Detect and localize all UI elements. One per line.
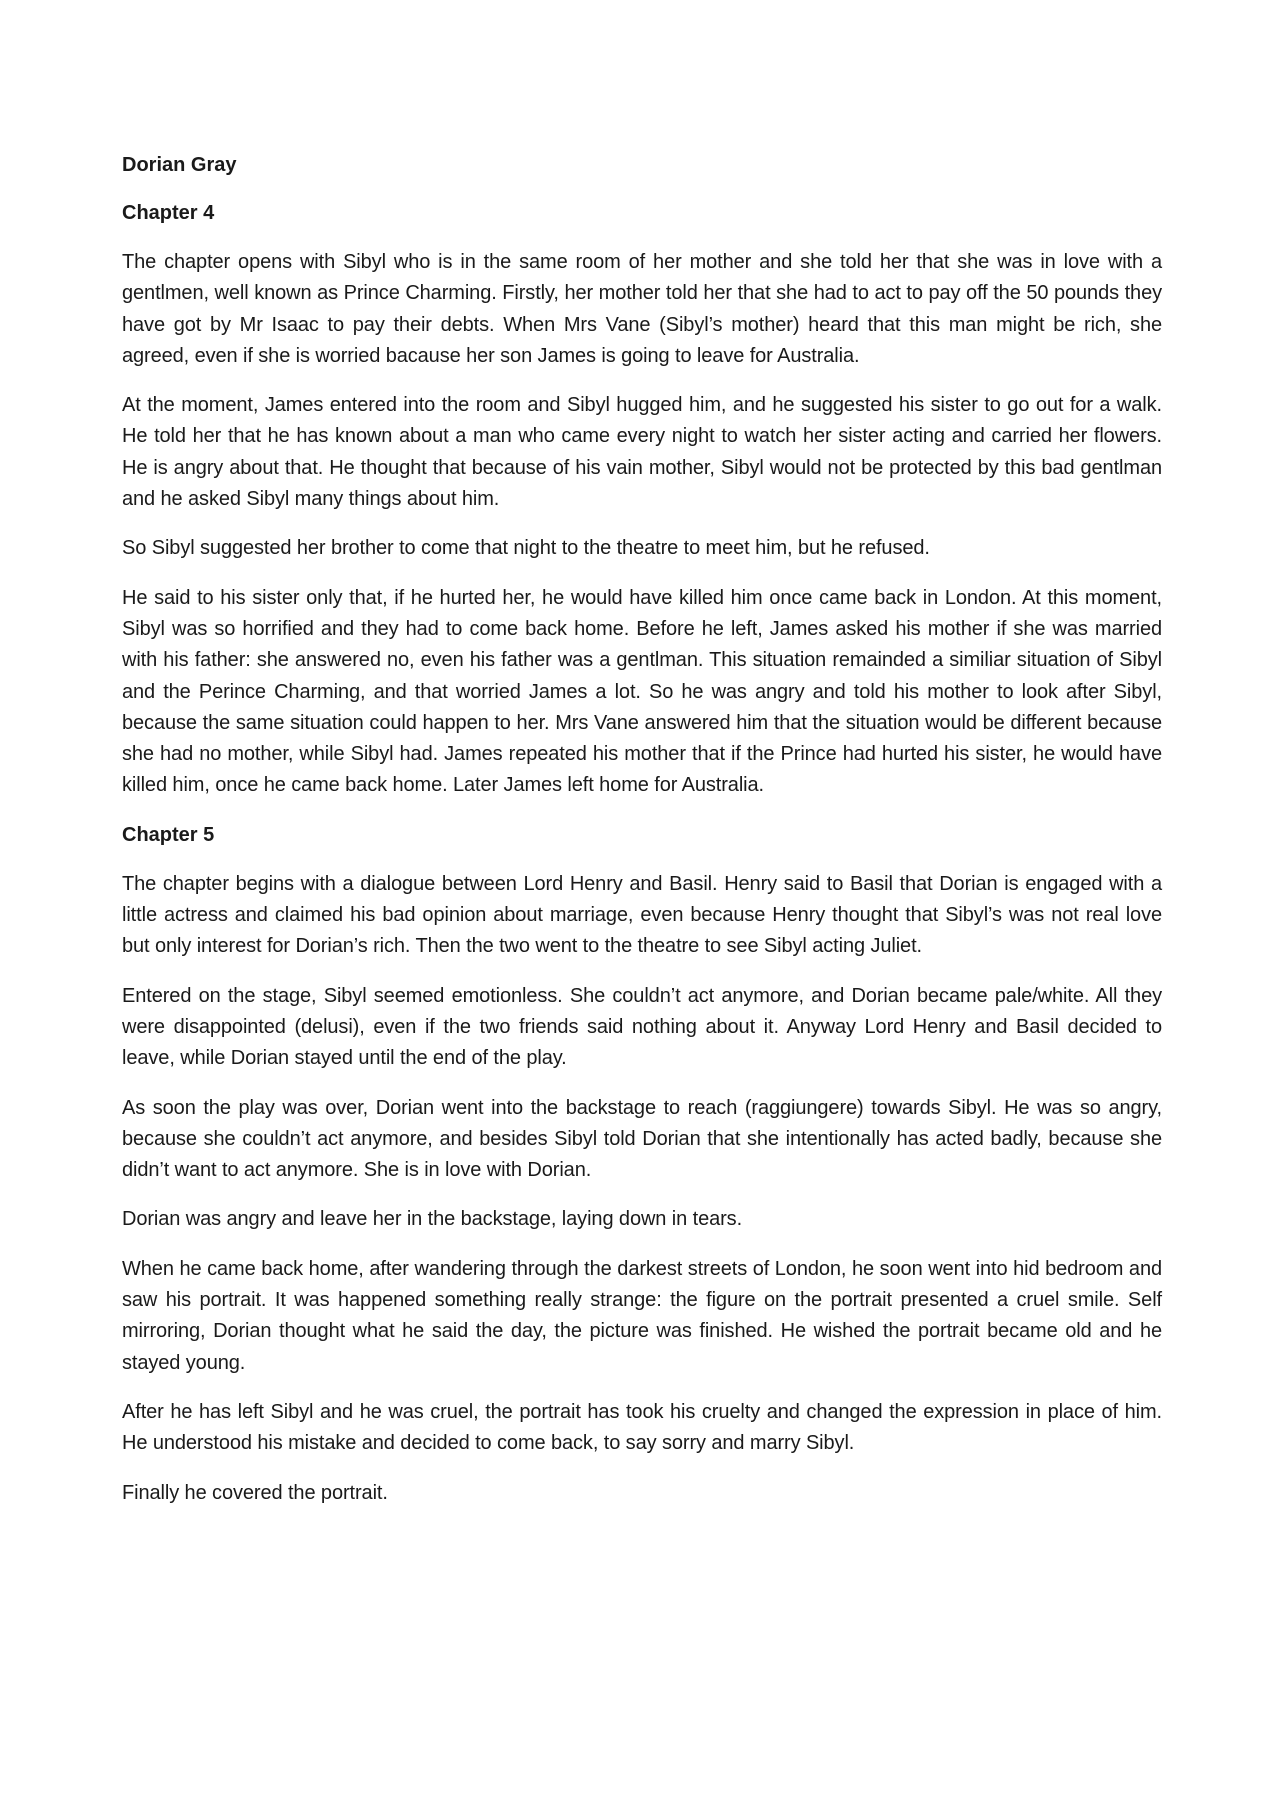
chapter-5-paragraph-5: When he came back home, after wandering through the darkest streets of London, he soon went into hid bedroom and saw his portrait. It was happened something really strange: the figure on the portrait presented a cruel smile. Self mirroring, Dorian thought what he said the day, the picture was finished. He wished the portrait became old and he stayed young.: [122, 1257, 1162, 1374]
chapter-5-paragraph-4: Dorian was angry and leave her in the backstage, laying down in tears.: [122, 1208, 743, 1231]
document-page: [122, 150, 1162, 1527]
chapter-4-heading: Chapter 4: [122, 202, 215, 224]
chapter-5-paragraph-3: As soon the play was over, Dorian went into the backstage to reach (raggiungere) towards Sibyl. He was so angry, because she couldn’t act anymore, and besides Sibyl told Dorian that she intentionally has acted badly, because she didn’t want to act anymore. She is in love with Dorian.: [122, 1096, 1162, 1182]
chapter-5-paragraph-2: Entered on the stage, Sibyl seemed emotionless. She couldn’t act anymore, and Dorian became pale/white. All they were disappointed (delusi), even if the two friends said nothing about it. Anyway Lord Henry and Basil decided to leave, while Dorian stayed until the end of the play.: [122, 984, 1162, 1070]
chapter-5-paragraph-7: Finally he covered the portrait.: [122, 1481, 388, 1504]
chapter-5-heading: Chapter 5: [122, 823, 215, 846]
chapter-4-paragraph-2: At the moment, James entered into the room and Sibyl hugged him, and he suggested his sister to go out for a walk. He told her that he has known about a man who came every night to watch her sister acting and carried her flowers. He is angry about that. He thought that because of his vain mother, Sibyl would not be protected by this bad gentlman and he asked Sibyl many things about him.: [122, 394, 1162, 511]
chapter-5-paragraph-6: After he has left Sibyl and he was cruel, the portrait has took his cruelty and changed the expression in place of him. He understood his mistake and decided to come back, to say sorry and marry Sibyl.: [122, 1400, 1162, 1455]
chapter-4-paragraph-3: So Sibyl suggested her brother to come that night to the theatre to meet him, but he refused.: [122, 537, 930, 560]
chapter-4-paragraph-1: The chapter opens with Sibyl who is in the same room of her mother and she told her that she was in love with a gentlmen, well known as Prince Charming. Firstly, her mother told her that she had to act to pay off the 50 pounds they have got by Mr Isaac to pay their debts. When Mrs Vane (Sibyl’s mother) heard that this man might be rich, she agreed, even if she is worried bacause her son James is going to leave for Australia.: [122, 251, 1162, 367]
document-title: Dorian Gray: [122, 154, 237, 176]
chapter-5-paragraph-1: The chapter begins with a dialogue between Lord Henry and Basil. Henry said to Basil that Dorian is engaged with a little actress and claimed his bad opinion about marriage, even because Henry thought that Sibyl’s was not real love but only interest for Dorian’s rich. Then the two went to the theatre to see Sibyl acting Juliet.: [122, 872, 1162, 958]
chapter-4-paragraph-4: He said to his sister only that, if he hurted her, he would have killed him once came back in London. At this moment, Sibyl was so horrified and they had to come back home. Before he left, James asked his mother if she was married with his father: she answered no, even his father was a gentlman. This situation remainded a similiar situation of Sibyl and the Perince Charming, and that worried James a lot. So he was angry and told his mother to look after Sibyl, because the same situation could happen to her. Mrs Vane answered him that the situation would be different because she had no mother, while Sibyl had. James repeated his mother that if the Prince had hurted his sister, he would have killed him, once he came back home. Later James left home for Australia.: [122, 586, 1162, 797]
